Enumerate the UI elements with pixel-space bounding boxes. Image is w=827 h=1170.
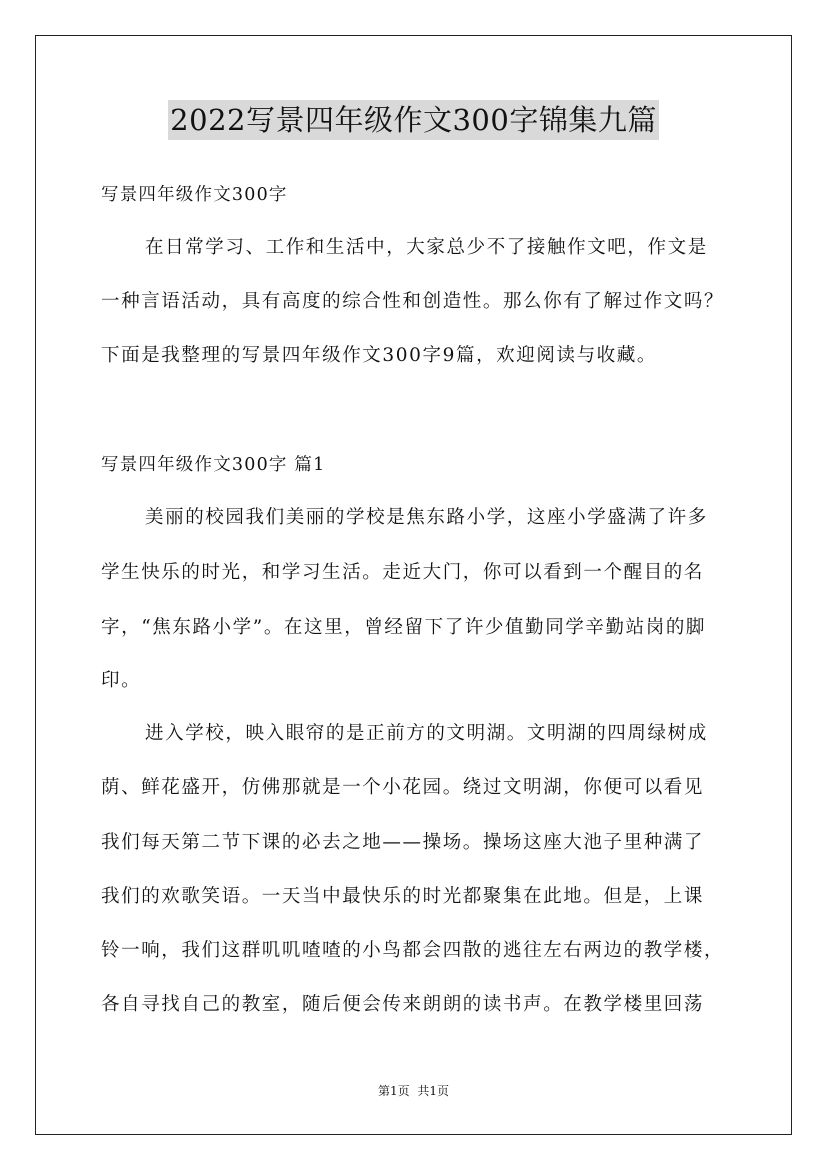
paragraph-line: 印。 (101, 670, 142, 691)
paragraph-line: 铃一响，我们这群叽叽喳喳的小鸟都会四散的逃往左右两边的教学楼， (101, 940, 725, 961)
intro-heading: 写景四年级作文300字 (101, 185, 288, 205)
intro-line: 在日常学习、工作和生活中，大家总少不了接触作文吧，作文是 (145, 237, 708, 258)
paragraph-line: 字，“焦东路小学”。在这里，曾经留下了许少值勤同学辛勤站岗的脚 (101, 617, 707, 638)
page-footer (0, 1083, 827, 1099)
document-title: 2022写景四年级作文300字锦集九篇 (168, 100, 659, 140)
paragraph-line: 各自寻找自己的教室，随后便会传来朗朗的读书声。在教学楼里回荡 (101, 994, 705, 1015)
title-block (0, 100, 827, 140)
paragraph-line: 进入学校，映入眼帘的是正前方的文明湖。文明湖的四周绿树成 (145, 723, 708, 744)
intro-line: 下面是我整理的写景四年级作文300字9篇，欢迎阅读与收藏。 (101, 345, 657, 366)
paragraph-line: 我们每天第二节下课的必去之地——操场。操场这座大池子里种满了 (101, 832, 705, 853)
paragraph-line: 学生快乐的时光，和学习生活。走近大门，你可以看到一个醒目的名 (101, 562, 705, 583)
intro-line: 一种言语活动，具有高度的综合性和创造性。那么你有了解过作文吗？ (101, 291, 725, 312)
page-total: 共1页 (417, 1084, 449, 1098)
section-heading: 写景四年级作文300字 篇1 (101, 455, 326, 475)
paragraph-line: 我们的欢歌笑语。一天当中最快乐的时光都聚集在此地。但是，上课 (101, 886, 705, 907)
paragraph-line: 美丽的校园我们美丽的学校是焦东路小学，这座小学盛满了许多 (145, 507, 708, 528)
page-number: 第1页 (378, 1084, 410, 1098)
paragraph-line: 荫、鲜花盛开，仿佛那就是一个小花园。绕过文明湖，你便可以看见 (101, 777, 705, 798)
